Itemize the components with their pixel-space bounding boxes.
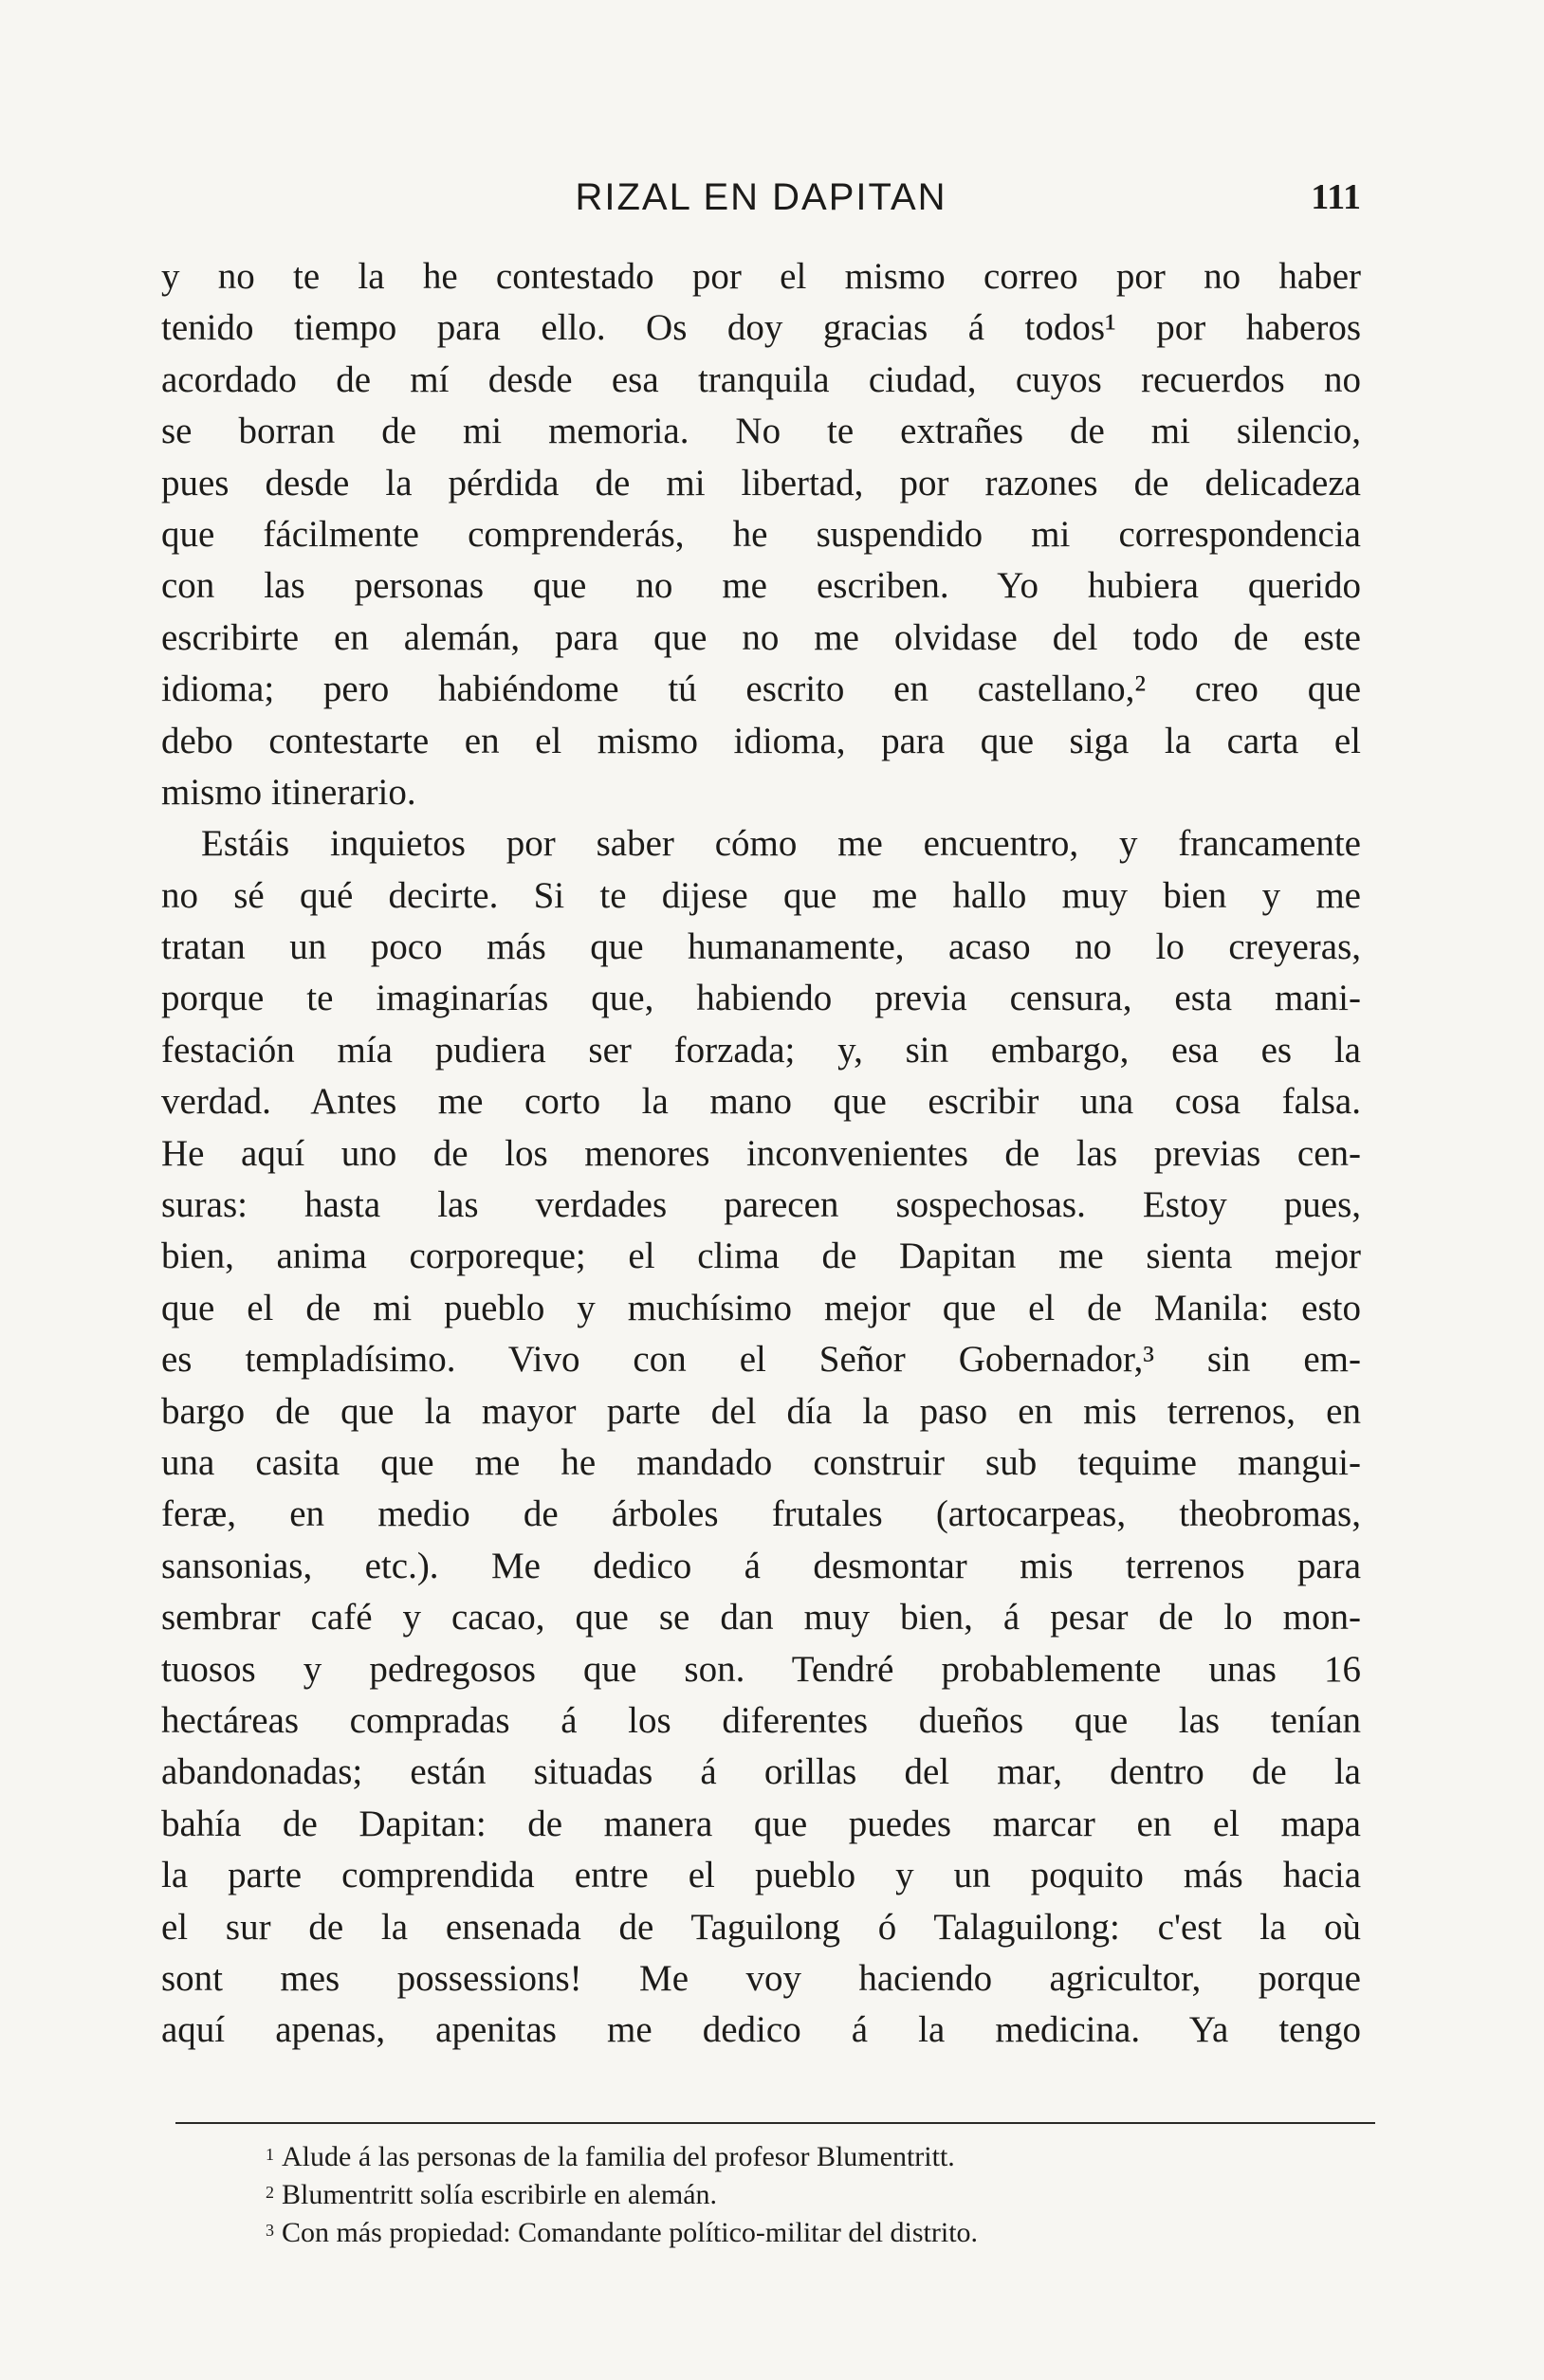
text-line: que el de mi pueblo y muchísimo mejor que el de Manila: esto [161,1287,1361,1328]
footnote [266,2211,1356,2249]
text-line: bargo de que la mayor parte del día la paso en mis terrenos, en [161,1390,1361,1432]
text-line: sont mes possessions! Me voy haciendo agricultor, porque [161,1957,1361,1999]
footnote-text: Con más propiedad: Comandante político-militar del distrito. [282,2217,979,2248]
footnote-mark: 3 [266,2221,274,2240]
text-line: aquí apenas, apenitas me dedico á la medicina. Ya tengo [161,2009,1361,2051]
text-line: feræ, en medio de árboles frutales (artocarpeas, theobromas, [161,1493,1361,1535]
footnote-mark: 1 [266,2145,274,2164]
text-line: bahía de Dapitan: de manera que puedes marcar en el mapa [161,1803,1361,1844]
text-line: abandonadas; están situadas á orillas del mar, dentro de la [161,1751,1361,1793]
text-line: es templadísimo. Vivo con el Señor Gobernador,³ sin em- [161,1339,1361,1381]
footnote-text: Alude á las personas de la familia del profesor Blumentritt. [282,2141,955,2172]
text-line: pues desde la pérdida de mi libertad, por razones de delicadeza [161,462,1361,503]
text-line: y no te la he contestado por el mismo correo por no haber [161,256,1361,297]
text-line: se borran de mi memoria. No te extrañes de mi silencio, [161,411,1361,452]
text-line: bien, anima corporeque; el clima de Dapitan me sienta mejor [161,1236,1361,1277]
text-line: tuosos y pedregosos que son. Tendré probablemente unas 16 [161,1648,1361,1690]
text-line: sembrar café y cacao, que se dan muy bien, á pesar de lo mon- [161,1597,1361,1639]
text-line: suras: hasta las verdades parecen sospechosas. Estoy pues, [161,1184,1361,1226]
text-line: mismo itinerario. [161,771,416,813]
text-line: tratan un poco más que humanamente, acaso no lo creyeras, [161,926,1361,968]
footnote [266,2135,1356,2173]
text-line: idioma; pero habiéndome tú escrito en castellano,² creo que [161,668,1361,710]
text-line: Estáis inquietos por saber cómo me encuentro, y francamente [201,823,1361,865]
text-line: sansonias, etc.). Me dedico á desmontar mis terrenos para [161,1545,1361,1586]
footnotes [266,2135,1356,2249]
text-line: no sé qué decirte. Si te dijese que me hallo muy bien y me [161,874,1361,916]
text-line: el sur de la ensenada de Taguilong ó Talaguilong: c'est la où [161,1906,1361,1948]
text-line: la parte comprendida entre el pueblo y un poquito más hacia [161,1855,1361,1896]
text-line: hectáreas compradas á los diferentes dueños que las tenían [161,1699,1361,1741]
text-line: una casita que me he mandado construir sub tequime mangui- [161,1441,1361,1483]
text-line: verdad. Antes me corto la mano que escribir una cosa falsa. [161,1081,1361,1123]
text-line: He aquí uno de los menores inconvenientes de las previas cen- [161,1132,1361,1174]
footnote-text: Blumentritt solía escribirle en alemán. [282,2179,718,2210]
text-line: con las personas que no me escriben. Yo hubiera querido [161,565,1361,607]
footnote [266,2173,1356,2211]
text-line: acordado de mí desde esa tranquila ciudad, cuyos recuerdos no [161,358,1361,400]
footnote-rule [175,2122,1375,2124]
text-line: escribirte en alemán, para que no me olvidase del todo de este [161,616,1361,658]
body-text [161,251,1361,2057]
text-line: tenido tiempo para ello. Os doy gracias á todos¹ por haberos [161,307,1361,349]
text-line: debo contestarte en el mismo idioma, para que siga la carta el [161,720,1361,761]
page-number: 111 [1311,177,1361,217]
footnote-mark: 2 [266,2183,274,2202]
text-line: festación mía pudiera ser forzada; y, sin embargo, esa es la [161,1029,1361,1071]
running-title: RIZAL EN DAPITAN [575,176,947,218]
text-line: porque te imaginarías que, habiendo previa censura, esta mani- [161,978,1361,1019]
running-head [161,171,1361,228]
text-line: que fácilmente comprenderás, he suspendido mi correspondencia [161,513,1361,555]
